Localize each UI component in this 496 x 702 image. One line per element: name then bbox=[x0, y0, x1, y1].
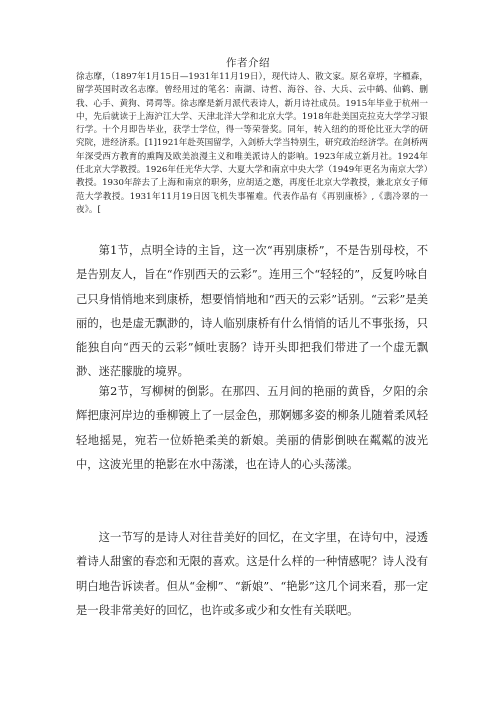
paragraph-stanza-2: 第2节，写柳树的倒影。在那四、五月间的艳丽的黄昏，夕阳的余辉把康河岸边的垂柳镀上了一层金色，那婀娜多姿的柳条儿随着柔风轻轻地摇晃，宛若一位娇艳柔美的新娘。美丽的倩影倒映在粼粼的波光中，这波光里的艳影在水中荡漾，也在诗人的心头荡漾。 bbox=[76, 385, 428, 471]
document-title: 作者介绍 bbox=[226, 57, 270, 69]
paragraph-stanza-1: 第1节，点明全诗的主旨，这一次“再别康桥”，不是告别母校，不是告别友人，旨在“作别西天的云彩”。连用三个“轻轻的”，反复吟咏自己只身悄悄地来到康桥，想要悄悄地和“西天的云彩”话别。“云彩”是美丽的，也是虚无飘渺的，诗人临别康桥有什么悄悄的话儿不事张扬，只能独自向“西天的云彩”倾吐衷肠？诗开头即把我们带进了一个虚无飘渺、迷茫朦胧的境界。 bbox=[76, 244, 428, 379]
paragraph-commentary: 这一节写的是诗人对往昔美好的回忆，在文字里，在诗句中，浸透着诗人甜蜜的春恋和无限的喜欢。这是什么样的一种情感呢？诗人没有明白地告诉读者。但从“金柳”、“新娘”、“艳影”这几个词来看，那一定是一段非常美好的回忆，也许或多或少和女性有关联吧。 bbox=[76, 531, 428, 617]
author-bio: 徐志摩，（1897年1月15日—1931年11月19日），现代诗人、散文家。原名章垿，字槱森，留学英国时改名志摩。曾经用过的笔名：南湖、诗哲、海谷、谷、大兵、云中鹤、仙鹤、删我、心手、黄狗、谔谔等。徐志摩是新月派代表诗人，新月诗社成员。1915年毕业于杭州一中，先后就读于上海沪江大学、天津北洋大学和北京大学。1918年赴美国克拉克大学学习银行学。十个月即告毕业，获学士学位，得一等荣誉奖。同年，转入纽约的哥伦比亚大学的研究院，进经济系。[1]1921年赴英国留学，入剑桥大学当特别生，研究政治经济学。在剑桥两年深受西方教育的熏陶及欧美浪漫主义和唯美派诗人的影响。1923年成立新月社。1924年任北京大学教授。1926年任光华大学、大夏大学和南京中央大学（1949年更名为南京大学）教授。1930年辞去了上海和南京的职务，应胡适之邀，再度任北京大学教授，兼北京女子师范大学教授。1931年11月19日因飞机失事罹难。代表作品有《再别康桥》,《翡冷翠的一夜》。[ bbox=[76, 72, 429, 215]
